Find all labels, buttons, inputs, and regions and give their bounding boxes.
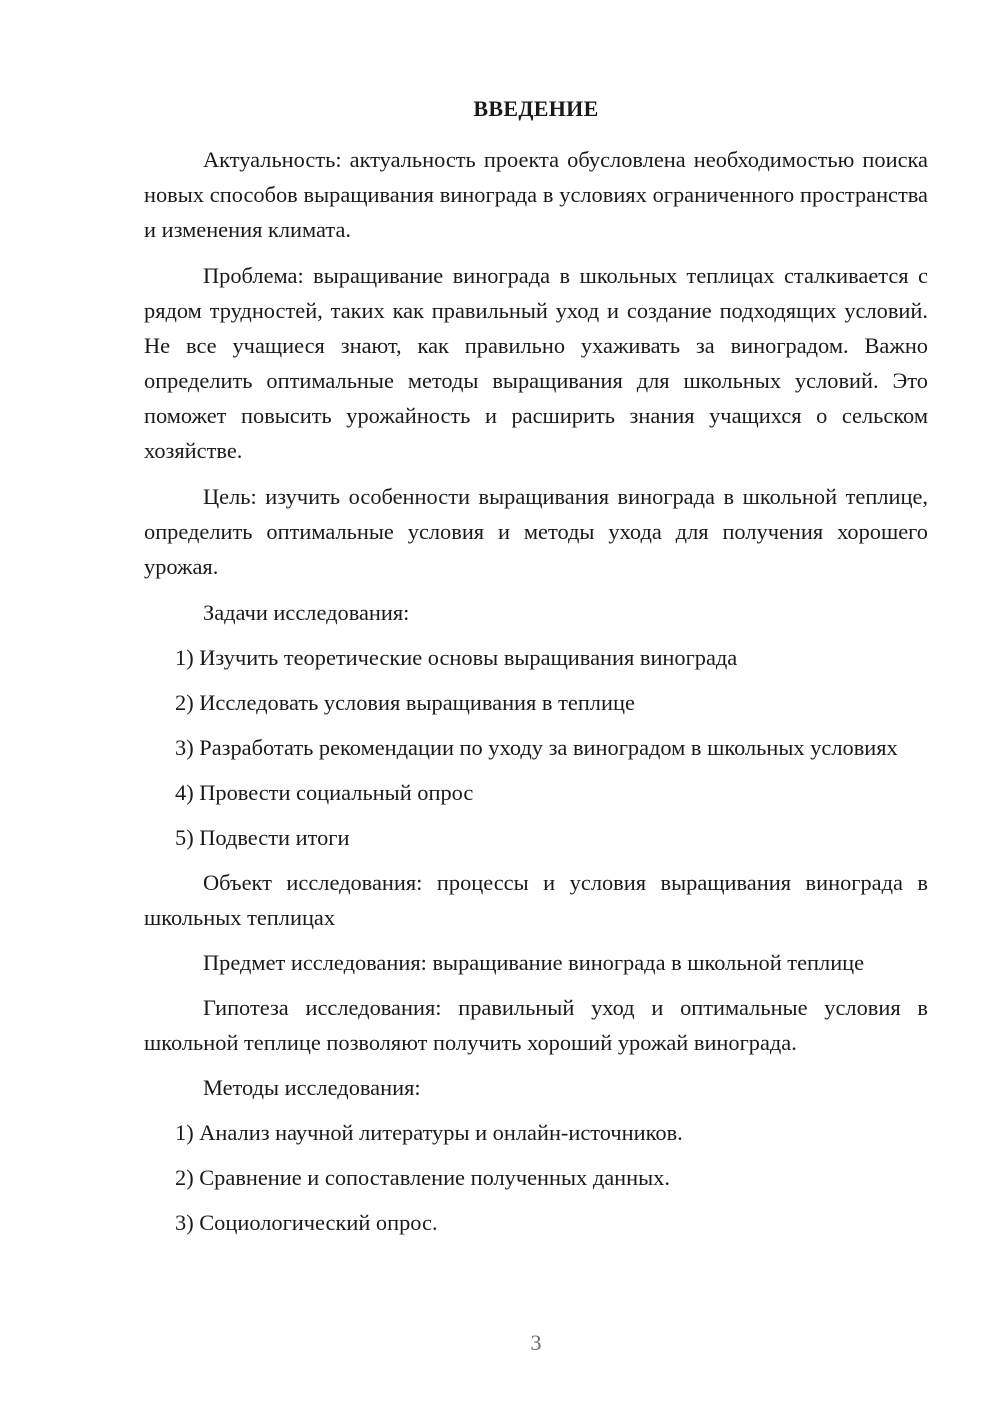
task-item: 4) Провести социальный опрос [175,780,474,805]
task-item: 2) Исследовать условия выращивания в теплице [175,690,635,715]
page-number: 3 [530,1330,542,1355]
tasks-heading: Задачи исследования: [203,600,410,625]
section-title: ВВЕДЕНИЕ [473,96,599,121]
relevance-paragraph: Актуальность: актуальность проекта обусловлена необходимостью поиска новых способов выращивания винограда в условиях ограниченного пространства и изменения климата. [144,147,928,242]
hypothesis-paragraph: Гипотеза исследования: правильный уход и оптимальные условия в школьной теплице позволяют получить хороший урожай винограда. [144,995,928,1055]
method-item: 2) Сравнение и сопоставление полученных данных. [175,1165,670,1190]
task-item: 3) Разработать рекомендации по уходу за виноградом в школьных условиях [175,735,898,760]
task-item: 1) Изучить теоретические основы выращивания винограда [175,645,738,670]
task-item: 5) Подвести итоги [175,825,350,850]
section-body [144,142,928,1240]
object-paragraph: Объект исследования: процессы и условия выращивания винограда в школьных теплицах [144,870,928,930]
goal-paragraph: Цель: изучить особенности выращивания винограда в школьной теплице, определить оптимальные условия и методы ухода для получения хорошего урожая. [144,484,928,579]
methods-heading: Методы исследования: [203,1075,421,1100]
method-item: 3) Социологический опрос. [175,1210,438,1235]
method-item: 1) Анализ научной литературы и онлайн-источников. [175,1120,683,1145]
subject-paragraph: Предмет исследования: выращивание винограда в школьной теплице [203,950,865,975]
problem-paragraph: Проблема: выращивание винограда в школьных теплицах сталкивается с рядом трудностей, таких как правильный уход и создание подходящих условий. Не все учащиеся знают, как правильно ухаживать за виноградом. Важно определить оптимальные методы выращивания для школьных условий. Это поможет повысить урожайность и расширить знания учащихся о сельском хозяйстве. [144,263,928,463]
